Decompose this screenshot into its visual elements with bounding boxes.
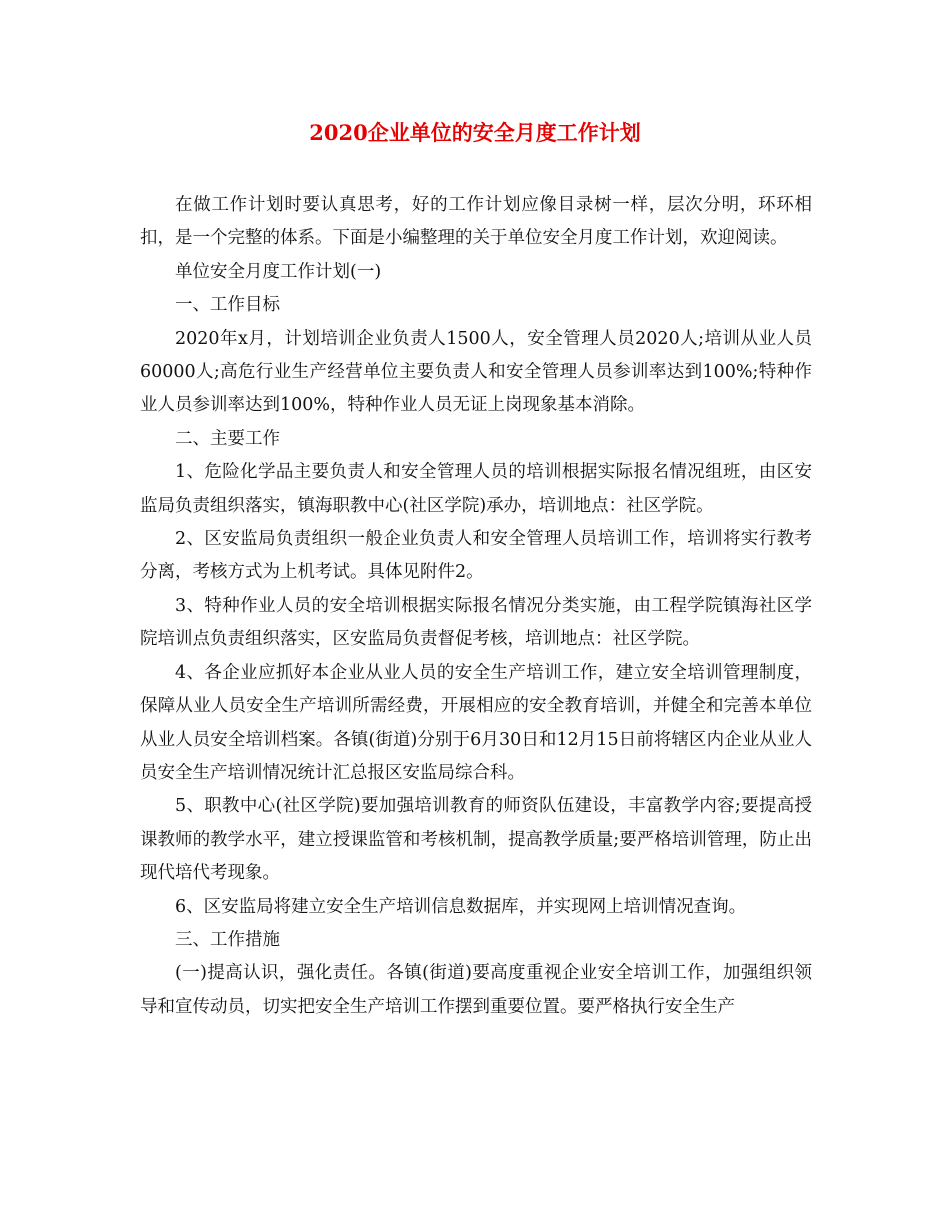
paragraph-measure-1: (一)提高认识，强化责任。各镇(街道)要高度重视企业安全培训工作，加强组织领导和宣传动员，切实把安全生产培训工作摆到重要位置。要严格执行安全生产 (140, 963, 812, 1017)
paragraph-work-item-1: 1、危险化学品主要负责人和安全管理人员的培训根据实际报名情况组班，由区安监局负责组织落实，镇海职教中心(社区学院)承办，培训地点：社区学院。 (140, 462, 812, 516)
document-body (140, 189, 812, 1024)
paragraph-intro: 在做工作计划时要认真思考，好的工作计划应像目录树一样，层次分明，环环相扣，是一个完整的体系。下面是小编整理的关于单位安全月度工作计划，欢迎阅读。 (140, 195, 812, 249)
paragraph-goals: 2020年x月，计划培训企业负责人1500人，安全管理人员2020人;培训从业人员60000人;高危行业生产经营单位主要负责人和安全管理人员参训率达到100%;特种作业人员参训率达到100%，特种作业人员无证上岗现象基本消除。 (140, 328, 812, 416)
paragraph-work-item-6: 6、区安监局将建立安全生产培训信息数据库，并实现网上培训情况查询。 (175, 896, 747, 917)
section-heading-measures: 三、工作措施 (175, 929, 280, 950)
section-heading-plan-one: 单位安全月度工作计划(一) (175, 261, 382, 282)
section-heading-main-work: 二、主要工作 (175, 428, 280, 449)
section-heading-goals: 一、工作目标 (175, 295, 280, 316)
paragraph-work-item-2: 2、区安监局负责组织一般企业负责人和安全管理人员培训工作，培训将实行教考分离，考核方式为上机考试。具体见附件2。 (140, 529, 812, 583)
document-title: 2020企业单位的安全月度工作计划 (309, 120, 641, 145)
paragraph-work-item-3: 3、特种作业人员的安全培训根据实际报名情况分类实施，由工程学院镇海社区学院培训点负责组织落实，区安监局负责督促考核，培训地点：社区学院。 (140, 595, 812, 650)
paragraph-work-item-5: 5、职教中心(社区学院)要加强培训教育的师资队伍建设，丰富教学内容;要提高授课教师的教学水平，建立授课监管和考核机制，提高教学质量;要严格培训管理，防止出现代培代考现象。 (140, 796, 812, 884)
paragraph-work-item-4: 4、各企业应抓好本企业从业人员的安全生产培训工作，建立安全培训管理制度，保障从业人员安全生产培训所需经费，开展相应的安全教育培训，并健全和完善本单位从业人员安全培训档案。各镇(街道)分别于6月30日和12月15日前将辖区内企业从业人员安全生产培训情况统计汇总报区安监局综合科。 (140, 662, 812, 783)
